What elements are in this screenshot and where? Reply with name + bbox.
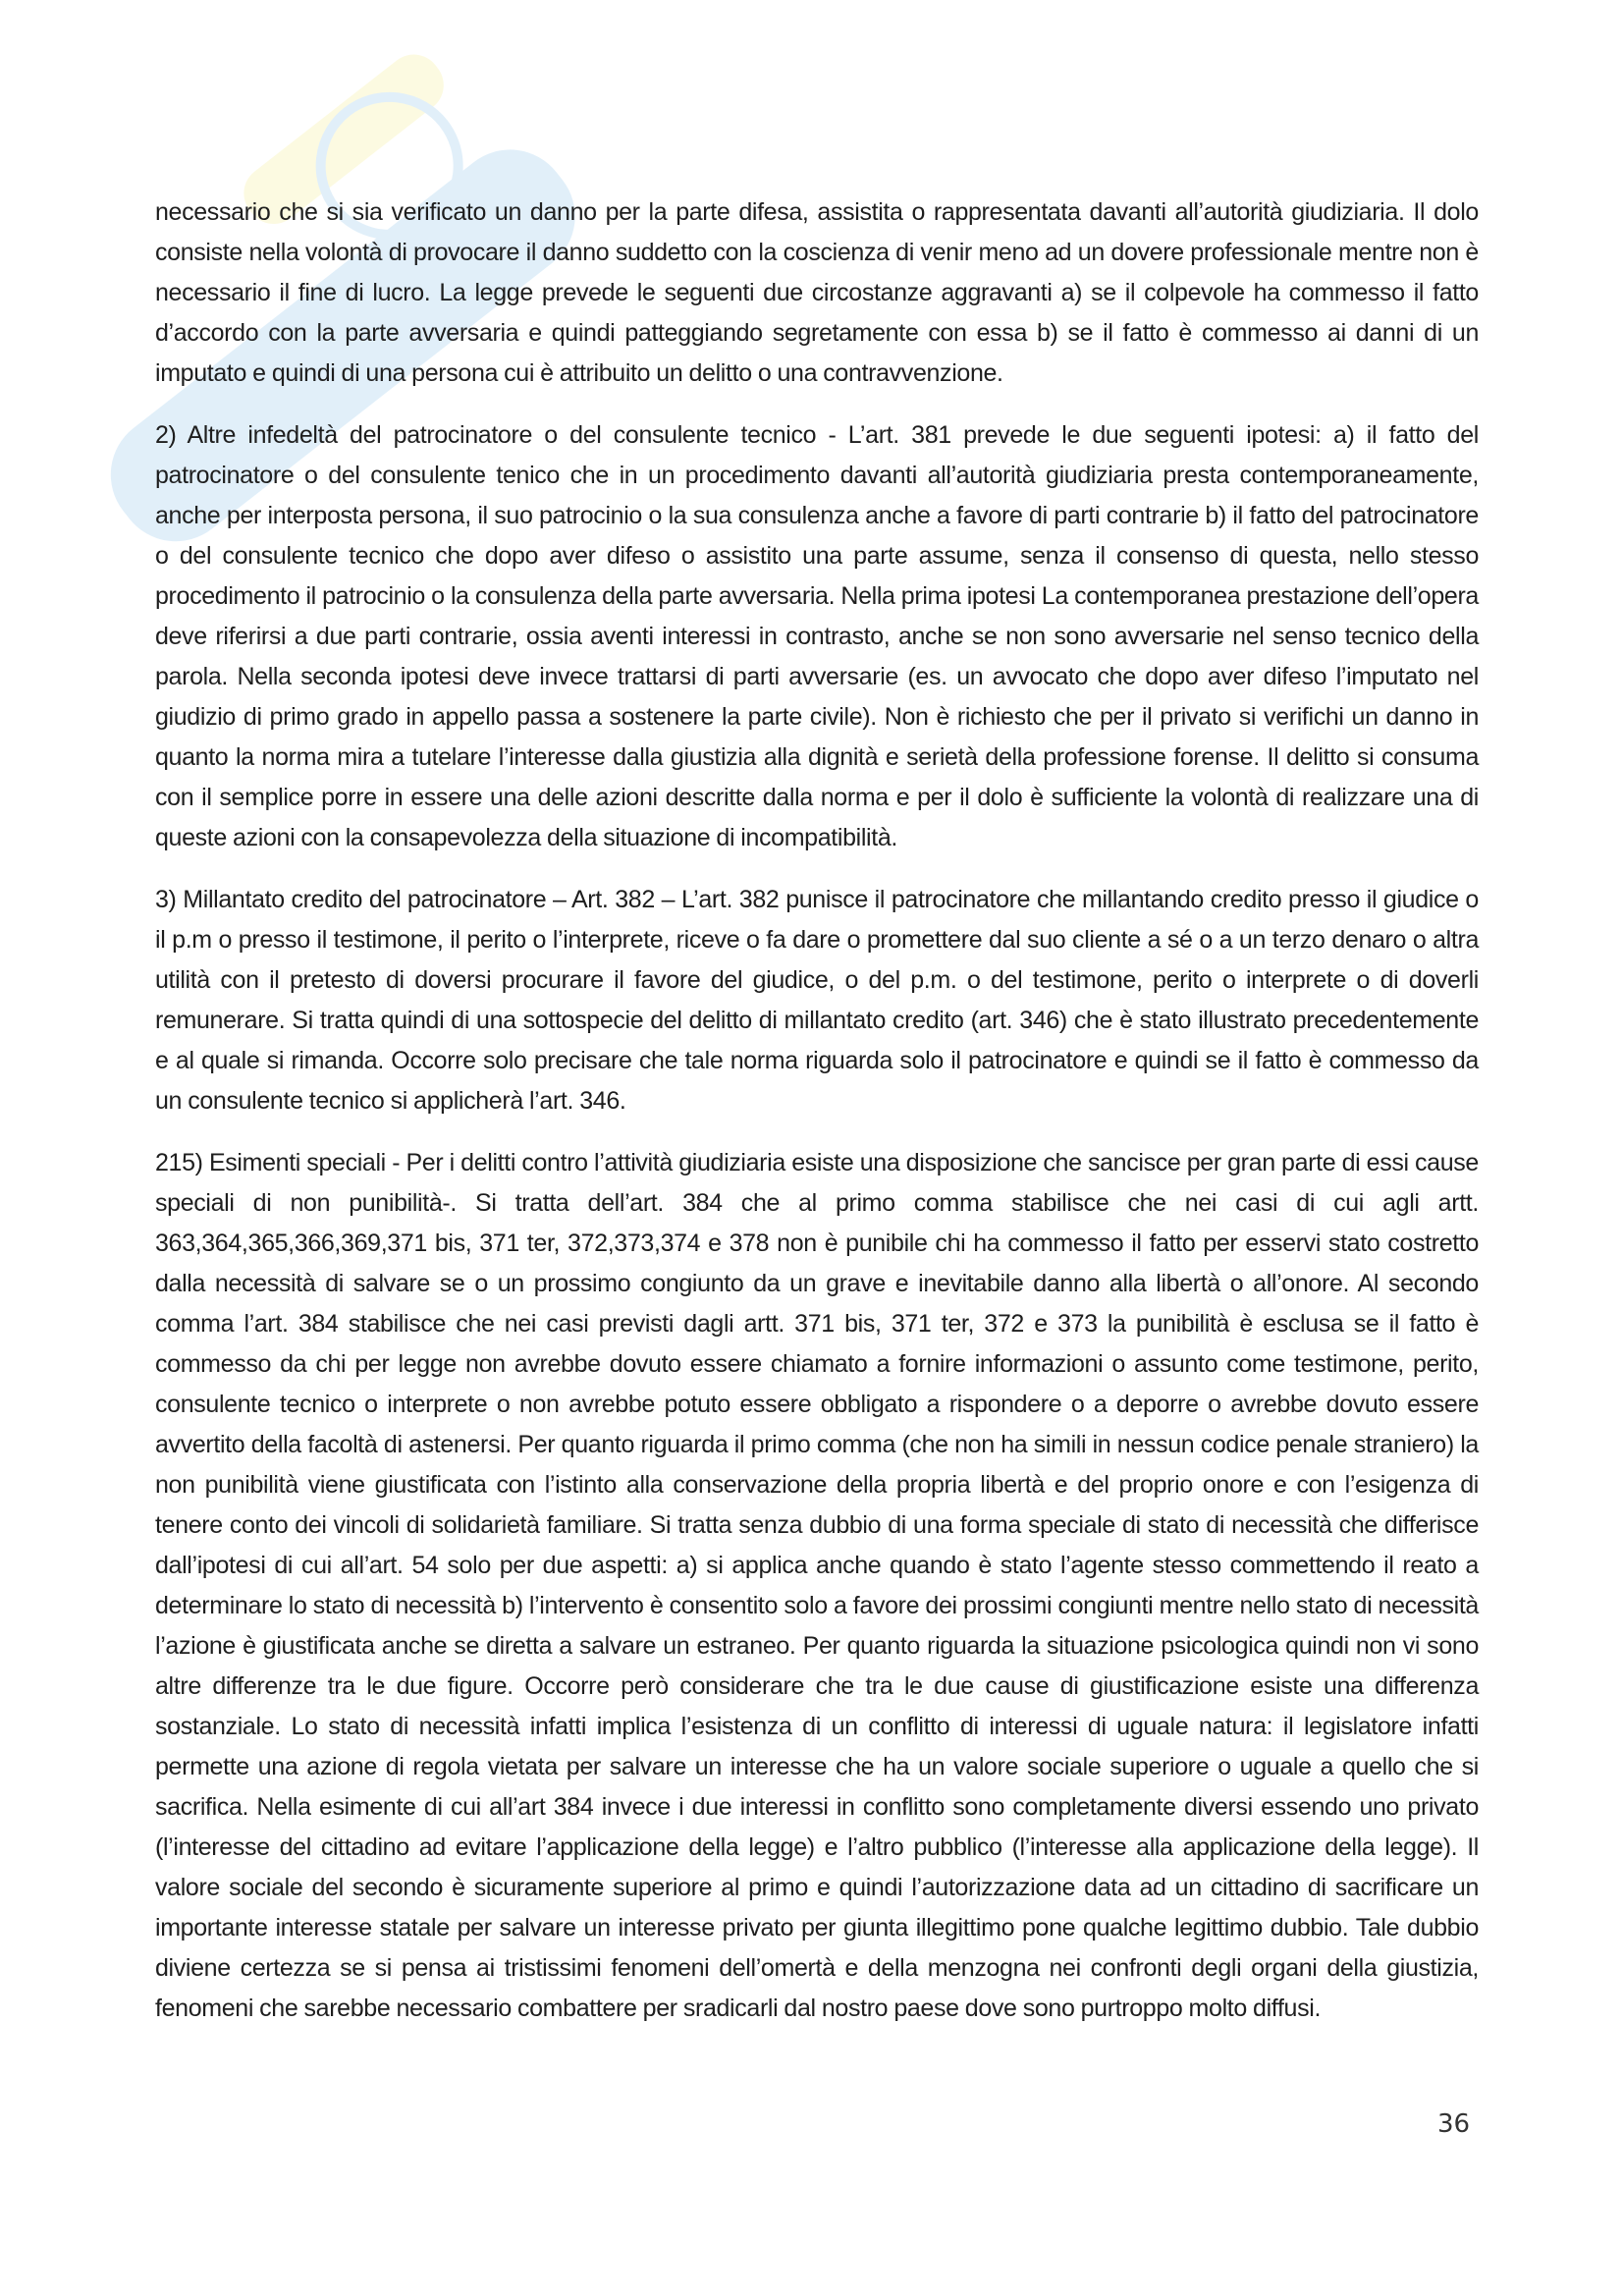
page-content [155, 192, 1479, 2050]
paragraph-3: 3) Millantato credito del patrocinatore – Art. 382 – L’art. 382 punisce il patrocinatore che millantando credito presso il giudice o il p.m o presso il testimone, il perito o l’interprete, riceve o fa dare o promettere dal suo cliente a sé o a un terzo denaro o altra utilità con il pretesto di doversi procurare il favore del giudice, o del p.m. o del testimone, perito o interprete o di doverli remunerare. Si tratta quindi di una sottospecie del delitto di millantato credito (art. 346) che è stato illustrato precedentemente e al quale si rimanda. Occorre solo precisare che tale norma riguarda solo il patrocinatore e quindi se il fatto è commesso da un consulente tecnico si applicherà l’art. 346. [155, 886, 1479, 1115]
paragraph-2: 2) Altre infedeltà del patrocinatore o del consulente tecnico - L’art. 381 prevede le due seguenti ipotesi: a) il fatto del patrocinatore o del consulente tenico che in un procedimento davanti all’autorità giudiziaria presta contemporaneamente, anche per interposta persona, il suo patrocinio o la sua consulenza anche a favore di parti contrarie b) il fatto del patrocinatore o del consulente tecnico che dopo aver difeso o assistito una parte assume, senza il consenso di questa, nello stesso procedimento il patrocinio o la consulenza della parte avversaria. Nella prima ipotesi La contemporanea prestazione dell’opera deve riferirsi a due parti contrarie, ossia aventi interessi in contrasto, anche se non sono avversarie nel senso tecnico della parola. Nella seconda ipotesi deve invece trattarsi di parti avversarie (es. un avvocato che dopo aver difeso l’imputato nel giudizio di primo grado in appello passa a sostenere la parte civile). Non è richiesto che per il privato si verifichi un danno in quanto la norma mira a tutelare l’interesse dalla giustizia alla dignità e serietà della professione forense. Il delitto si consuma con il semplice porre in essere una delle azioni descritte dalla norma e per il dolo è sufficiente la volontà di realizzare una di queste azioni con la consapevolezza della situazione di incompatibilità. [155, 421, 1479, 851]
paragraph-1: necessario che si sia verificato un danno per la parte difesa, assistita o rappresentata davanti all’autorità giudiziaria. Il dolo consiste nella volontà di provocare il danno suddetto con la coscienza di venir meno ad un dovere professionale mentre non è necessario il fine di lucro. La legge prevede le seguenti due circostanze aggravanti a) se il colpevole ha commesso il fatto d’accordo con la parte avversaria e quindi patteggiando segretamente con essa b) se il fatto è commesso ai danni di un imputato e quindi di una persona cui è attribuito un delitto o una contravvenzione. [155, 198, 1479, 387]
paragraph-4: 215) Esimenti speciali - Per i delitti contro l’attività giudiziaria esiste una disposizione che sancisce per gran parte di essi cause speciali di non punibilità-. Si tratta dell’art. 384 che al primo comma stabilisce che nei casi di cui agli artt. 363,364,365,366,369,371 bis, 371 ter, 372,373,374 e 378 non è punibile chi ha commesso il fatto per esservi stato costretto dalla necessità di salvare se o un prossimo congiunto da un grave e inevitabile danno alla libertà o all’onore. Al secondo comma l’art. 384 stabilisce che nei casi previsti dagli artt. 371 bis, 371 ter, 372 e 373 la punibilità è esclusa se il fatto è commesso da chi per legge non avrebbe dovuto essere chiamato a fornire informazioni o assunto come testimone, perito, consulente tecnico o interprete o non avrebbe potuto essere obbligato a rispondere o a deporre o avrebbe dovuto essere avvertito della facoltà di astenersi. Per quanto riguarda il primo comma (che non ha simili in nessun codice penale straniero) la non punibilità viene giustificata con l’istinto alla conservazione della propria libertà e del proprio onore e con l’esigenza di tenere conto dei vincoli di solidarietà familiare. Si tratta senza dubbio di una forma speciale di stato di necessità che differisce dall’ipotesi di cui all’art. 54 solo per due aspetti: a) si applica anche quando è stato l’agente stesso commettendo il reato a determinare lo stato di necessità b) l’intervento è consentito solo a favore dei prossimi congiunti mentre nello stato di necessità l’azione è giustificata anche se diretta a salvare un estraneo. Per quanto riguarda la situazione psicologica quindi non vi sono altre differenze tra le due figure. Occorre però considerare che tra le due cause di giustificazione esiste una differenza sostanziale. Lo stato di necessità infatti implica l’esistenza di un conflitto di interessi di uguale natura: il legislatore infatti permette una azione di regola vietata per salvare un interesse che ha un valore sociale superiore o uguale a quello che si sacrifica. Nella esimente di cui all’art 384 invece i due interessi in conflitto sono completamente diversi essendo uno privato (l’interesse del cittadino ad evitare l’applicazione della legge) e l’altro pubblico (l’interesse alla applicazione della legge). Il valore sociale del secondo è sicuramente superiore al primo e quindi l’autorizzazione data ad un cittadino di sacrificare un importante interesse statale per salvare un interesse privato per giunta illegittimo pone qualche legittimo dubbio. Tale dubbio diviene certezza se si pensa ai tristissimi fenomeni dell’omertà e della menzogna nei confronti degli organi della giustizia, fenomeni che sarebbe necessario combattere per sradicarli dal nostro paese dove sono purtroppo molto diffusi. [155, 1149, 1479, 2022]
page-number: 36 [1437, 2109, 1471, 2139]
